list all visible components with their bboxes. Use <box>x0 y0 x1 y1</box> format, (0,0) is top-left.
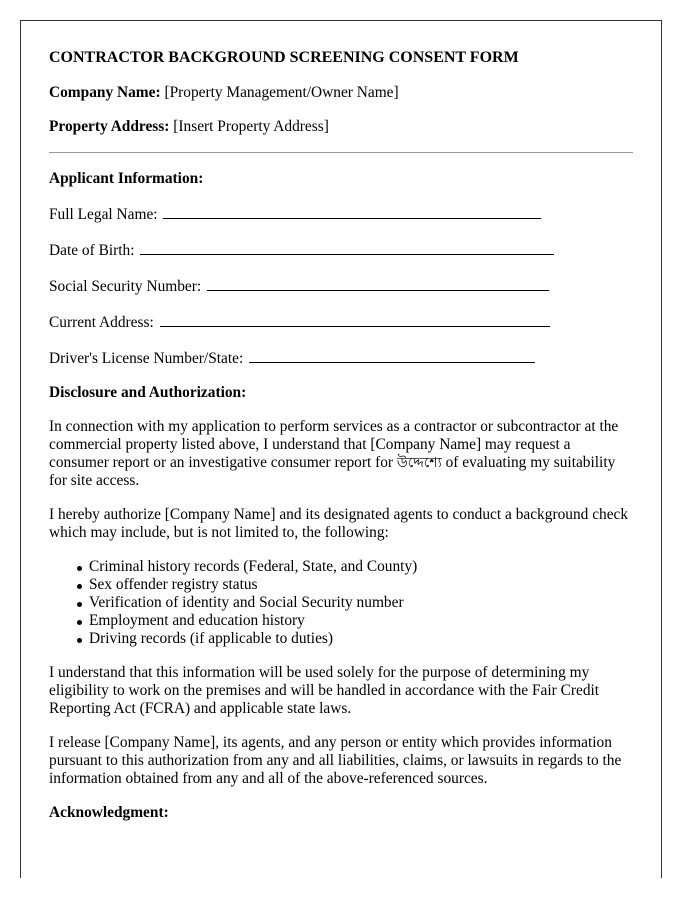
company-name-value: [Property Management/Owner Name] <box>164 84 399 101</box>
full-legal-name-blank[interactable] <box>163 204 541 219</box>
fcra-paragraph: I understand that this information will be used solely for the purpose of determining my eligibility to work on the premises and will be handled in accordance with the Fair Credit Reporting Act (FCRA) and applicable state laws. <box>49 664 600 717</box>
form-title: CONTRACTOR BACKGROUND SCREENING CONSENT FORM <box>49 49 519 66</box>
date-of-birth-blank[interactable] <box>140 240 554 255</box>
property-address-value: [Insert Property Address] <box>173 118 329 135</box>
company-name-line <box>49 84 633 102</box>
para1-foreign-word: উদ্দেশ্যে <box>396 455 442 471</box>
drivers-license-blank[interactable] <box>249 348 535 363</box>
ssn-blank[interactable] <box>207 276 549 291</box>
document-viewport <box>20 20 662 821</box>
current-address-blank[interactable] <box>160 312 550 327</box>
ssn-field <box>49 276 633 296</box>
list-item: Driving records (if applicable to duties) <box>89 630 633 648</box>
list-item: Sex offender registry status <box>89 576 633 594</box>
consent-form-page <box>20 20 662 878</box>
authorization-paragraph: I hereby authorize [Company Name] and its designated agents to conduct a background check which may include, but is not limited to, the following: <box>49 506 629 541</box>
disclosure-heading: Disclosure and Authorization: <box>49 384 247 401</box>
current-address-field <box>49 312 633 332</box>
acknowledgment-heading: Acknowledgment: <box>49 804 169 821</box>
applicant-info-heading: Applicant Information: <box>49 170 204 187</box>
field-label: Full Legal Name: <box>49 206 158 223</box>
field-label: Driver's License Number/State: <box>49 350 244 367</box>
section-divider <box>49 152 633 153</box>
property-address-line <box>49 118 633 136</box>
full-legal-name-field <box>49 204 633 224</box>
field-label: Date of Birth: <box>49 242 135 259</box>
company-name-label: Company Name: <box>49 84 161 101</box>
list-item: Criminal history records (Federal, State, and County) <box>89 558 633 576</box>
para1-text-before: In connection with my application to perform services as a contractor or subcontractor at the commercial property listed above, I understand that [Company Name] may request a consumer report or an investigative consumer report for <box>49 418 619 471</box>
field-label: Social Security Number: <box>49 278 202 295</box>
disclosure-paragraph-1 <box>49 418 633 490</box>
list-item: Employment and education history <box>89 612 633 630</box>
property-address-label: Property Address: <box>49 118 170 135</box>
date-of-birth-field <box>49 240 633 260</box>
para1-text-after: of evaluating my suitability for site access. <box>49 454 616 489</box>
background-check-list <box>49 558 633 648</box>
drivers-license-field <box>49 348 633 368</box>
list-item: Verification of identity and Social Security number <box>89 594 633 612</box>
field-label: Current Address: <box>49 314 154 331</box>
release-paragraph: I release [Company Name], its agents, and any person or entity which provides information pursuant to this authorization from any and all liabilities, claims, or lawsuits in regards to the information obtained from any and all of the above-referenced sources. <box>49 734 622 787</box>
